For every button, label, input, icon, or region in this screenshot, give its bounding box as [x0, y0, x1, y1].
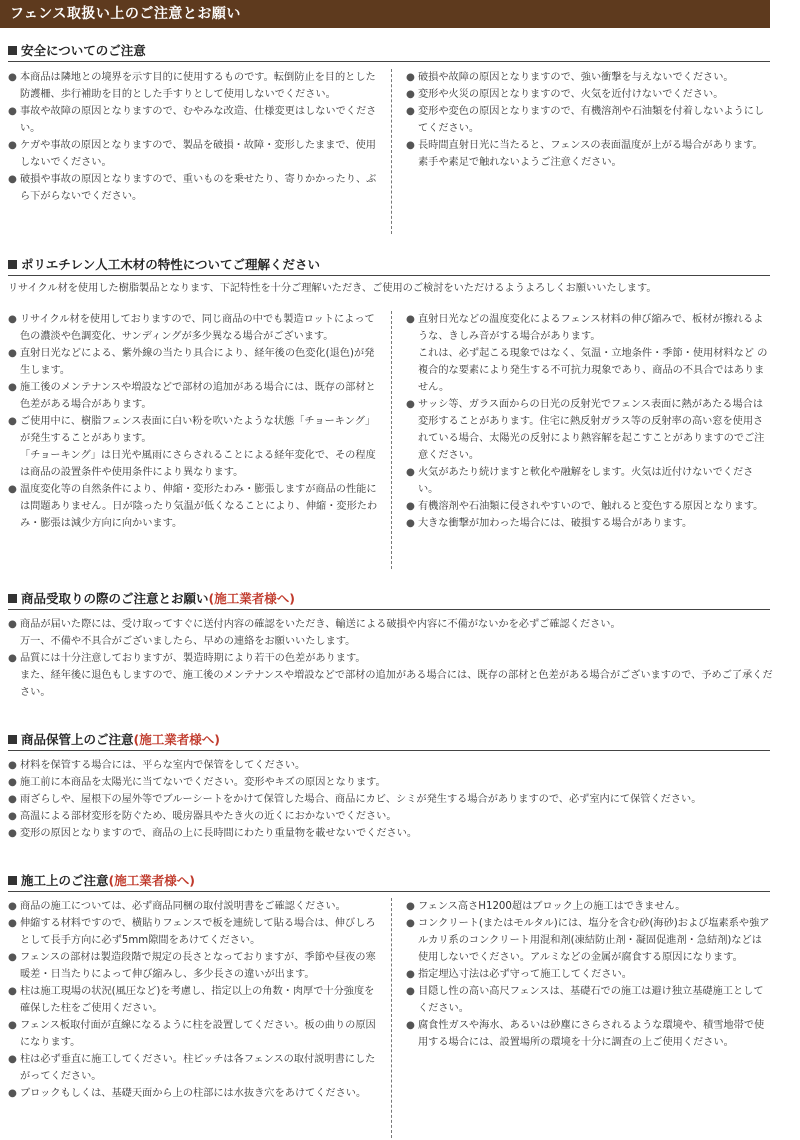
receiving-list: [8, 616, 773, 701]
material-heading: [8, 256, 770, 274]
bullet-icon: ●: [8, 382, 17, 393]
material-left-list: [8, 311, 378, 532]
material-section: [8, 256, 770, 569]
bullet-icon: ●: [8, 811, 17, 822]
square-bullet-icon: [8, 594, 17, 603]
list-item: ● 変形の原因となりますので、商品の上に長時間にわたり重量物を載せないでください。: [8, 825, 770, 842]
square-bullet-icon: [8, 876, 17, 885]
contractor-note: (施工業者様へ): [208, 591, 295, 606]
list-item: ● 変形や火災の原因となりますので、火気を近付けないでください。: [406, 86, 772, 103]
bullet-icon: ●: [8, 619, 17, 630]
list-item: ● 大きな衝撃が加わった場合には、破損する場合があります。: [406, 515, 772, 532]
bullet-icon: ●: [8, 416, 17, 427]
list-item: ● 直射日光などによる、紫外線の当たり具合により、経年後の色変化(退色)が発生します。: [8, 345, 378, 379]
divider: [8, 275, 770, 276]
list-item: ● リサイクル材を使用しておりますので、同じ商品の中でも製造ロットによって色の濃淡や色調変化、サンディングが多少異なる場合がございます。: [8, 311, 378, 345]
list-item: ● 温度変化等の自然条件により、伸縮・変形たわみ・膨張しますが商品の性能には問題ありません。日が陰ったり気温が低くなることにより、伸縮・変形たわみ・膨張は減少方向に向かいます。: [8, 481, 378, 532]
list-item: ● 指定埋込寸法は必ず守って施工してください。: [406, 966, 772, 983]
bullet-icon: ●: [406, 1020, 415, 1031]
bullet-icon: ●: [406, 72, 415, 83]
list-item: ● 商品の施工については、必ず商品同梱の取付説明書をご確認ください。: [8, 898, 378, 915]
list-item: ● 目隠し性の高い高尺フェンスは、基礎石での施工は避け独立基礎施工としてください。: [406, 983, 772, 1017]
list-item: ● 長時間直射日光に当たると、フェンスの表面温度が上がる場合があります。素手や素足で触れないようご注意ください。: [406, 137, 772, 171]
safety-right-list: [406, 69, 772, 171]
storage-list: [8, 757, 770, 842]
bullet-icon: ●: [406, 518, 415, 529]
bullet-icon: ●: [406, 140, 415, 151]
list-item: ● 施工前に本商品を太陽光に当てないでください。変形やキズの原因となります。: [8, 774, 770, 791]
square-bullet-icon: [8, 46, 17, 55]
square-bullet-icon: [8, 260, 17, 269]
square-bullet-icon: [8, 735, 17, 744]
bullet-icon: ●: [406, 106, 415, 117]
installation-right-list: [406, 898, 772, 1051]
contractor-note: (施工業者様へ): [133, 732, 220, 747]
list-item: ● 本商品は隣地との境界を示す目的に使用するものです。転倒防止を目的とした防護柵、歩行補助を目的とした手すりとして使用しないでください。: [8, 69, 378, 103]
bullet-icon: ●: [406, 314, 415, 325]
divider: [8, 891, 770, 892]
column-divider: [391, 898, 392, 1138]
bullet-icon: ●: [406, 918, 415, 929]
bullet-icon: ●: [8, 140, 17, 151]
list-item: ● 柱は必ず垂直に施工してください。柱ピッチは各フェンスの取付説明書にしたがってください。: [8, 1051, 378, 1085]
storage-section: [8, 731, 770, 842]
bullet-icon: ●: [406, 501, 415, 512]
list-item: ● フェンスの部材は製造段階で規定の長さとなっておりますが、季節や昼夜の寒暖差・日当たりによって伸び縮みし、多少長さの違いが出ます。: [8, 949, 378, 983]
divider: [8, 609, 770, 610]
list-item: ● 直射日光などの温度変化によるフェンス材料の伸び縮みで、板材が擦れるような、きしみ音がする場合があります。: [406, 311, 772, 345]
list-item: ● コンクリート(またはモルタル)には、塩分を含む砂(海砂)および塩素系や強アルカリ系のコンクリート用混和剤(凍結防止剤・凝固促進剤・急結剤)などは使用しないでください。アルミなどの金属が腐食する原因になります。: [406, 915, 772, 966]
list-item: ● 腐食性ガスや海水、あるいは砂塵にさらされるような環境や、積雪地帯で使用する場合には、設置場所の環境を十分に調査の上ご使用ください。: [406, 1017, 772, 1051]
list-item: ● ケガや事故の原因となりますので、製品を破損・故障・変形したままで、使用しないでください。: [8, 137, 378, 171]
receiving-heading: [8, 590, 770, 608]
bullet-icon: ●: [8, 794, 17, 805]
storage-title: 商品保管上のご注意: [21, 732, 134, 747]
list-item: ● ブロックもしくは、基礎天面から上の柱部には水抜き穴をあけてください。: [8, 1085, 378, 1102]
installation-left-list: [8, 898, 378, 1102]
bullet-icon: ●: [8, 348, 17, 359]
contractor-note: (施工業者様へ): [108, 873, 195, 888]
list-item: ● サッシ等、ガラス面からの日光の反射光でフェンス表面に熱があたる場合は変形することがあります。住宅に熱反射ガラス等の反射率の高い窓を使用されている場合、太陽光の反射により熱容解を起こすことがありますのでご注意ください。: [406, 396, 772, 464]
list-item: ● 商品が届いた際には、受け取ってすぐに送付内容の確認をいただき、輸送による破損や内容に不備がないかを必ずご確認ください。: [8, 616, 770, 633]
list-item-continuation: 「チョーキング」は日光や風雨にさらされることによる経年変化で、その程度は商品の設置条件や使用条件により異なります。: [20, 450, 376, 478]
bullet-icon: ●: [8, 314, 17, 325]
bullet-icon: ●: [8, 1054, 17, 1065]
bullet-icon: ●: [8, 484, 17, 495]
bullet-icon: ●: [8, 72, 17, 83]
receiving-title: 商品受取りの際のご注意とお願い: [21, 591, 209, 606]
list-item: ● ご使用中に、樹脂フェンス表面に白い粉を吹いたような状態「チョーキング」が発生することがあります。: [8, 413, 378, 447]
installation-title: 施工上のご注意: [21, 873, 109, 888]
bullet-icon: ●: [8, 653, 17, 664]
bullet-icon: ●: [8, 828, 17, 839]
bullet-icon: ●: [8, 952, 17, 963]
bullet-icon: ●: [8, 1020, 17, 1031]
list-item: ● 雨ざらしや、屋根下の屋外等でブルーシートをかけて保管した場合、商品にカビ、シミが発生する場合がありますので、必ず室内にて保管ください。: [8, 791, 770, 808]
list-item: ● フェンス高さH1200超はブロック上の施工はできません。: [406, 898, 772, 915]
divider: [8, 750, 770, 751]
list-item: ● 柱は施工現場の状況(風圧など)を考慮し、指定以上の角数・肉厚で十分強度を確保した柱をご使用ください。: [8, 983, 378, 1017]
bullet-icon: ●: [406, 901, 415, 912]
list-item: ● 材料を保管する場合には、平らな室内で保管をしてください。: [8, 757, 770, 774]
list-item: ● 高温による部材変形を防ぐため、暖房器具やたき火の近くにおかないでください。: [8, 808, 770, 825]
storage-heading: [8, 731, 770, 749]
list-item: ● 破損や故障の原因となりますので、強い衝撃を与えないでください。: [406, 69, 772, 86]
bullet-icon: ●: [406, 969, 415, 980]
divider: [8, 61, 770, 62]
list-item-continuation: これは、必ず起こる現象ではなく、気温・立地条件・季節・使用材料など の複合的な要素により発生する不可抗力現象であり、商品の不具合ではありません。: [418, 348, 768, 393]
bullet-icon: ●: [406, 399, 415, 410]
list-item: ● 火気があたり続けますと軟化や融解をします。火気は近付けないでください。: [406, 464, 772, 498]
page-header: [0, 0, 770, 28]
bullet-icon: ●: [8, 986, 17, 997]
page-title: フェンス取扱い上のご注意とお願い: [10, 6, 241, 22]
safety-section: [8, 42, 770, 234]
bullet-icon: ●: [8, 918, 17, 929]
list-item: ● 品質には十分注意しておりますが、製造時期により若干の色差があります。: [8, 650, 770, 667]
bullet-icon: ●: [406, 986, 415, 997]
list-item-continuation: また、経年後に退色もしますので、施工後のメンテナンスや増設などで部材の追加がある場合には、既存の部材と色差がある場合がございますので、予めご了承ください。: [20, 670, 773, 698]
bullet-icon: ●: [8, 174, 17, 185]
bullet-icon: ●: [8, 777, 17, 788]
bullet-icon: ●: [8, 901, 17, 912]
list-item: ● 事故や故障の原因となりますので、むやみな改造、仕様変更はしないでください。: [8, 103, 378, 137]
safety-heading: [8, 42, 770, 60]
installation-heading: [8, 872, 770, 890]
safety-title: 安全についてのご注意: [21, 43, 146, 58]
material-right-list: [406, 311, 772, 532]
bullet-icon: ●: [406, 89, 415, 100]
list-item: ● 施工後のメンテナンスや増設などで部材の追加がある場合には、既存の部材と色差がある場合があります。: [8, 379, 378, 413]
column-divider: [391, 311, 392, 569]
list-item-continuation: 万一、不備や不具合がございましたら、早めの連絡をお願いいたします。: [20, 636, 356, 647]
list-item: ● 伸縮する材料ですので、横貼りフェンスで板を連続して貼る場合は、伸びしろとして長手方向に必ず5mm隙間をあけてください。: [8, 915, 378, 949]
list-item: ● 破損や事故の原因となりますので、重いものを乗せたり、寄りかかったり、ぶら下がらないでください。: [8, 171, 378, 205]
material-title: ポリエチレン人工木材の特性についてご理解ください: [21, 257, 320, 272]
receiving-section: [8, 590, 773, 701]
list-item: ● 変形や変色の原因となりますので、有機溶剤や石油類を付着しないようにしてください。: [406, 103, 772, 137]
safety-left-list: [8, 69, 378, 205]
material-intro: リサイクル材を使用した樹脂製品となります、下記特性を十分ご理解いただき、ご使用のご検討をいただけるようよろしくお願いいたします。: [8, 283, 657, 294]
column-divider: [391, 69, 392, 234]
bullet-icon: ●: [406, 467, 415, 478]
bullet-icon: ●: [8, 1088, 17, 1099]
list-item: ● 有機溶剤や石油類に侵されやすいので、触れると変色する原因となります。: [406, 498, 772, 515]
bullet-icon: ●: [8, 760, 17, 771]
installation-section: [8, 872, 770, 1138]
bullet-icon: ●: [8, 106, 17, 117]
list-item: ● フェンス板取付面が直線になるように柱を設置してください。板の曲りの原因になります。: [8, 1017, 378, 1051]
